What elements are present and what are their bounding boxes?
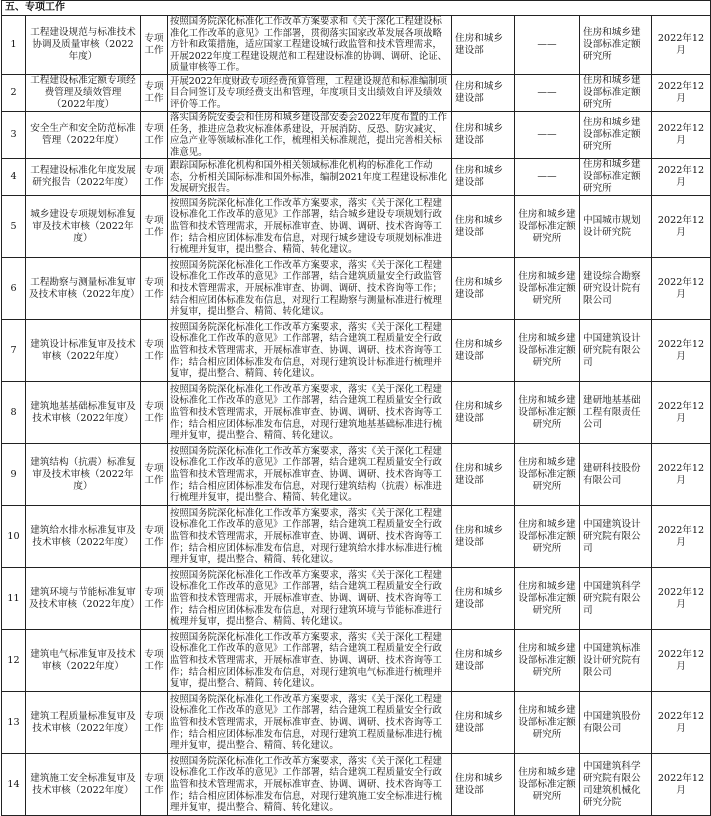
undertaking-unit: 中国建筑科学研究院有限公司 (580, 568, 652, 630)
undertaking-unit: 建研地基基础工程有限责任公司 (580, 382, 652, 444)
row-number: 11 (2, 568, 26, 630)
task-content: 跟踪国际标准化机构和国外相关领域标准化机构的标准化工作动态，分析相关国际标准和国外标准，编制2021年度工程建设标准化发展研究报告。 (168, 159, 452, 196)
task-name: 安全生产和安全防范标准管理（2022年度） (26, 111, 141, 158)
lead-unit: 住房和城乡建设部 (452, 568, 515, 630)
row-number: 10 (2, 506, 26, 568)
task-content: 按照国务院深化标准化工作改革方案要求，落实《关于深化工程建设标准化工作改革的意见》工作部署，结合建筑质量安全行政监管和技术管理需求，开展标准审查、协调、调研、技术咨询等工作；结合相应团体标准发布信息，对现行工程勘察与测量标准进行梳理并复审，提出整合、精简、转化建议。 (168, 258, 452, 320)
completion-time: 2022年12月 (652, 111, 711, 158)
task-content: 开展2022年度财政专项经费预算管理，工程建设规范和标准编制项目合同签订及专项经费支出和管理，年度项目支出绩效自评及绩效评价等工作。 (168, 74, 452, 111)
task-name: 建筑设计标准复审及技术审核（2022年度） (26, 320, 141, 382)
table-row (2, 506, 711, 568)
completion-time: 2022年12月 (652, 196, 711, 258)
cooperating-unit: —— (515, 159, 580, 196)
task-content: 按照国务院深化标准化工作改革方案要求，落实《关于深化工程建设标准化工作改革的意见》工作部署，结合建筑工程质量安全行政监管和技术管理需求，开展标准审查、协调、调研、技术咨询等工作；结合相应团体标准发布信息，对现行建筑地基基础标准进行梳理并复审，提出整合、精简、转化建议。 (168, 382, 452, 444)
task-type: 专项工作 (141, 16, 168, 75)
task-content: 按照国务院深化标准化工作改革方案要求，落实《关于深化工程建设标准化工作改革的意见》工作部署，结合建筑工程质量安全行政监管和技术管理需求，开展标准审查、协调、调研、技术咨询等工作；结合相应团体标准发布信息，对现行建筑工程质量标准进行梳理并复审，提出整合、精简、转化建议。 (168, 692, 452, 754)
completion-time: 2022年12月 (652, 630, 711, 692)
completion-time: 2022年12月 (652, 320, 711, 382)
row-number: 5 (2, 196, 26, 258)
lead-unit: 住房和城乡建设部 (452, 196, 515, 258)
task-type: 专项工作 (141, 382, 168, 444)
undertaking-unit: 中国建筑标准设计研究院有限公司 (580, 630, 652, 692)
row-number: 12 (2, 630, 26, 692)
undertaking-unit: 住房和城乡建设部标准定额研究所 (580, 16, 652, 75)
table-row (2, 444, 711, 506)
table-row (2, 320, 711, 382)
task-name: 工程勘察与测量标准复审及技术审核（2022年度） (26, 258, 141, 320)
lead-unit: 住房和城乡建设部 (452, 506, 515, 568)
table-row (2, 754, 711, 816)
row-number: 2 (2, 74, 26, 111)
task-content: 按照国务院深化标准化工作改革方案要求，落实《关于深化工程建设标准化工作改革的意见》工作部署，结合建筑工程质量安全行政监管和技术管理需求，开展标准审查、协调、调研、技术咨询等工作；结合相应团体标准发布信息，对现行建筑电气标准进行梳理并复审，提出整合、精简、转化建议。 (168, 630, 452, 692)
undertaking-unit: 建研科技股份有限公司 (580, 444, 652, 506)
completion-time: 2022年12月 (652, 159, 711, 196)
task-type: 专项工作 (141, 320, 168, 382)
table-row (2, 258, 711, 320)
task-name: 工程建设规范与标准技术协调及质量审核（2022年度） (26, 16, 141, 75)
completion-time: 2022年12月 (652, 258, 711, 320)
undertaking-unit: 中国建筑科学研究院有限公司建筑机械化研究分院 (580, 754, 652, 816)
table-row (2, 568, 711, 630)
task-type: 专项工作 (141, 444, 168, 506)
completion-time: 2022年12月 (652, 506, 711, 568)
row-number: 13 (2, 692, 26, 754)
task-type: 专项工作 (141, 159, 168, 196)
task-name: 建筑地基基础标准复审及技术审核（2022年度） (26, 382, 141, 444)
lead-unit: 住房和城乡建设部 (452, 444, 515, 506)
task-type: 专项工作 (141, 111, 168, 158)
project-table (1, 0, 711, 816)
task-content: 落实国务院安委会和住房和城乡建设部安委会2022年度布置的工作任务，推进应急救灾标准体系建设，开展消防、反恐、防灾减灾、应急产业等领域标准化工作，梳理相关标准规范，提出完善相关标准意见。 (168, 111, 452, 158)
row-number: 4 (2, 159, 26, 196)
row-number: 9 (2, 444, 26, 506)
section-title: 五、专项工作 (2, 1, 711, 16)
task-name: 建筑工程质量标准复审及技术审核（2022年度） (26, 692, 141, 754)
cooperating-unit: 住房和城乡建设部标准定额研究所 (515, 444, 580, 506)
cooperating-unit: 住房和城乡建设部标准定额研究所 (515, 258, 580, 320)
completion-time: 2022年12月 (652, 568, 711, 630)
undertaking-unit: 住房和城乡建设部标准定额研究所 (580, 111, 652, 158)
task-name: 建筑给水排水标准复审及技术审核（2022年度） (26, 506, 141, 568)
task-content: 按照国务院深化标准化工作改革方案要求，落实《关于深化工程建设标准化工作改革的意见》工作部署，结合建筑工程质量安全行政监管和技术管理需求，开展标准审查、协调、调研、技术咨询等工作；结合相应团体标准发布信息，对现行建筑结构（抗震）标准进行梳理并复审，提出整合、精简、转化建议。 (168, 444, 452, 506)
task-name: 建筑环境与节能标准复审及技术审核（2022年度） (26, 568, 141, 630)
lead-unit: 住房和城乡建设部 (452, 382, 515, 444)
task-name: 建筑电气标准复审及技术审核（2022年度） (26, 630, 141, 692)
task-name: 工程建设标准定额专项经费管理及绩效管理（2022年度） (26, 74, 141, 111)
lead-unit: 住房和城乡建设部 (452, 111, 515, 158)
undertaking-unit: 中国建筑股份有限公司 (580, 692, 652, 754)
undertaking-unit: 中国建筑设计研究院有限公司 (580, 320, 652, 382)
table-row (2, 159, 711, 196)
task-name: 工程建设标准化年度发展研究报告（2022年度） (26, 159, 141, 196)
cooperating-unit: 住房和城乡建设部标准定额研究所 (515, 692, 580, 754)
task-content: 按照国务院深化标准化工作改革方案要求和《关于深化工程建设标准化工作改革的意见》工作部署，贯彻落实国家改革发展各项战略方针和政策措施，适应国家工程建设城行政监管和技术管理需求，开展2022年度工程建设规范和工程建设标准的协调、调研、论证、质量审核等工作。 (168, 16, 452, 75)
lead-unit: 住房和城乡建设部 (452, 692, 515, 754)
cooperating-unit: 住房和城乡建设部标准定额研究所 (515, 506, 580, 568)
row-number: 7 (2, 320, 26, 382)
lead-unit: 住房和城乡建设部 (452, 320, 515, 382)
task-type: 专项工作 (141, 754, 168, 816)
task-content: 按照国务院深化标准化工作改革方案要求，落实《关于深化工程建设标准化工作改革的意见》工作部署，结合建筑工程质量安全行政监管和技术管理需求，开展标准审查、协调、调研、技术咨询等工作；结合相应团体标准发布信息，对现行建筑设计标准进行梳理并复审，提出整合、精简、转化建议。 (168, 320, 452, 382)
cooperating-unit: 住房和城乡建设部标准定额研究所 (515, 630, 580, 692)
cooperating-unit: —— (515, 111, 580, 158)
completion-time: 2022年12月 (652, 444, 711, 506)
completion-time: 2022年12月 (652, 692, 711, 754)
lead-unit: 住房和城乡建设部 (452, 74, 515, 111)
task-name: 建筑施工安全标准复审及技术审核（2022年度） (26, 754, 141, 816)
table-row (2, 692, 711, 754)
undertaking-unit: 建设综合勘察研究设计院有限公司 (580, 258, 652, 320)
task-content: 按照国务院深化标准化工作改革方案要求，落实《关于深化工程建设标准化工作改革的意见》工作部署，结合城乡建设专项规划行政监管和技术管理需求，开展标准审查、协调、调研、技术咨询等工作；结合相应团体标准发布信息，对现行城乡建设专项规划标准进行梳理并复审，提出整合、精简、转化建议。 (168, 196, 452, 258)
cooperating-unit: 住房和城乡建设部标准定额研究所 (515, 754, 580, 816)
table-row (2, 196, 711, 258)
task-content: 按照国务院深化标准化工作改革方案要求，落实《关于深化工程建设标准化工作改革的意见》工作部署，结合建筑工程质量安全行政监管和技术管理需求，开展标准审查、协调、调研、技术咨询等工作；结合相应团体标准发布信息，对现行建筑施工安全标准进行梳理并复审，提出整合、精简、转化建议。 (168, 754, 452, 816)
row-number: 6 (2, 258, 26, 320)
lead-unit: 住房和城乡建设部 (452, 258, 515, 320)
task-type: 专项工作 (141, 196, 168, 258)
completion-time: 2022年12月 (652, 754, 711, 816)
completion-time: 2022年12月 (652, 16, 711, 75)
lead-unit: 住房和城乡建设部 (452, 754, 515, 816)
task-type: 专项工作 (141, 506, 168, 568)
undertaking-unit: 住房和城乡建设部标准定额研究所 (580, 159, 652, 196)
lead-unit: 住房和城乡建设部 (452, 159, 515, 196)
task-type: 专项工作 (141, 692, 168, 754)
cooperating-unit: 住房和城乡建设部标准定额研究所 (515, 320, 580, 382)
row-number: 8 (2, 382, 26, 444)
cooperating-unit: —— (515, 74, 580, 111)
table-row (2, 16, 711, 75)
completion-time: 2022年12月 (652, 74, 711, 111)
completion-time: 2022年12月 (652, 382, 711, 444)
undertaking-unit: 中国城市规划设计研究院 (580, 196, 652, 258)
lead-unit: 住房和城乡建设部 (452, 16, 515, 75)
lead-unit: 住房和城乡建设部 (452, 630, 515, 692)
row-number: 1 (2, 16, 26, 75)
task-content: 按照国务院深化标准化工作改革方案要求，落实《关于深化工程建设标准化工作改革的意见》工作部署，结合建筑工程质量安全行政监管和技术管理需求，开展标准审查、协调、调研、技术咨询等工作；结合相应团体标准发布信息，对现行建筑环境与节能标准进行梳理并复审，提出整合、精简、转化建议。 (168, 568, 452, 630)
undertaking-unit: 住房和城乡建设部标准定额研究所 (580, 74, 652, 111)
task-type: 专项工作 (141, 568, 168, 630)
table-row (2, 382, 711, 444)
task-name: 城乡建设专项规划标准复审及技术审核（2022年度） (26, 196, 141, 258)
undertaking-unit: 中国建筑设计研究院有限公司 (580, 506, 652, 568)
row-number: 14 (2, 754, 26, 816)
cooperating-unit: 住房和城乡建设部标准定额研究所 (515, 568, 580, 630)
table-row (2, 74, 711, 111)
task-name: 建筑结构（抗震）标准复审及技术审核（2022年度） (26, 444, 141, 506)
table-row (2, 630, 711, 692)
table-row (2, 111, 711, 158)
task-type: 专项工作 (141, 74, 168, 111)
section-header-row (2, 1, 711, 16)
row-number: 3 (2, 111, 26, 158)
cooperating-unit: 住房和城乡建设部标准定额研究所 (515, 382, 580, 444)
cooperating-unit: 住房和城乡建设部标准定额研究所 (515, 196, 580, 258)
task-type: 专项工作 (141, 258, 168, 320)
task-content: 按照国务院深化标准化工作改革方案要求，落实《关于深化工程建设标准化工作改革的意见》工作部署，结合建筑工程质量安全行政监管和技术管理需求，开展标准审查、协调、调研、技术咨询等工作；结合相应团体标准发布信息，对现行建筑给水排水标准进行梳理并复审，提出整合、精简、转化建议。 (168, 506, 452, 568)
task-type: 专项工作 (141, 630, 168, 692)
cooperating-unit: —— (515, 16, 580, 75)
